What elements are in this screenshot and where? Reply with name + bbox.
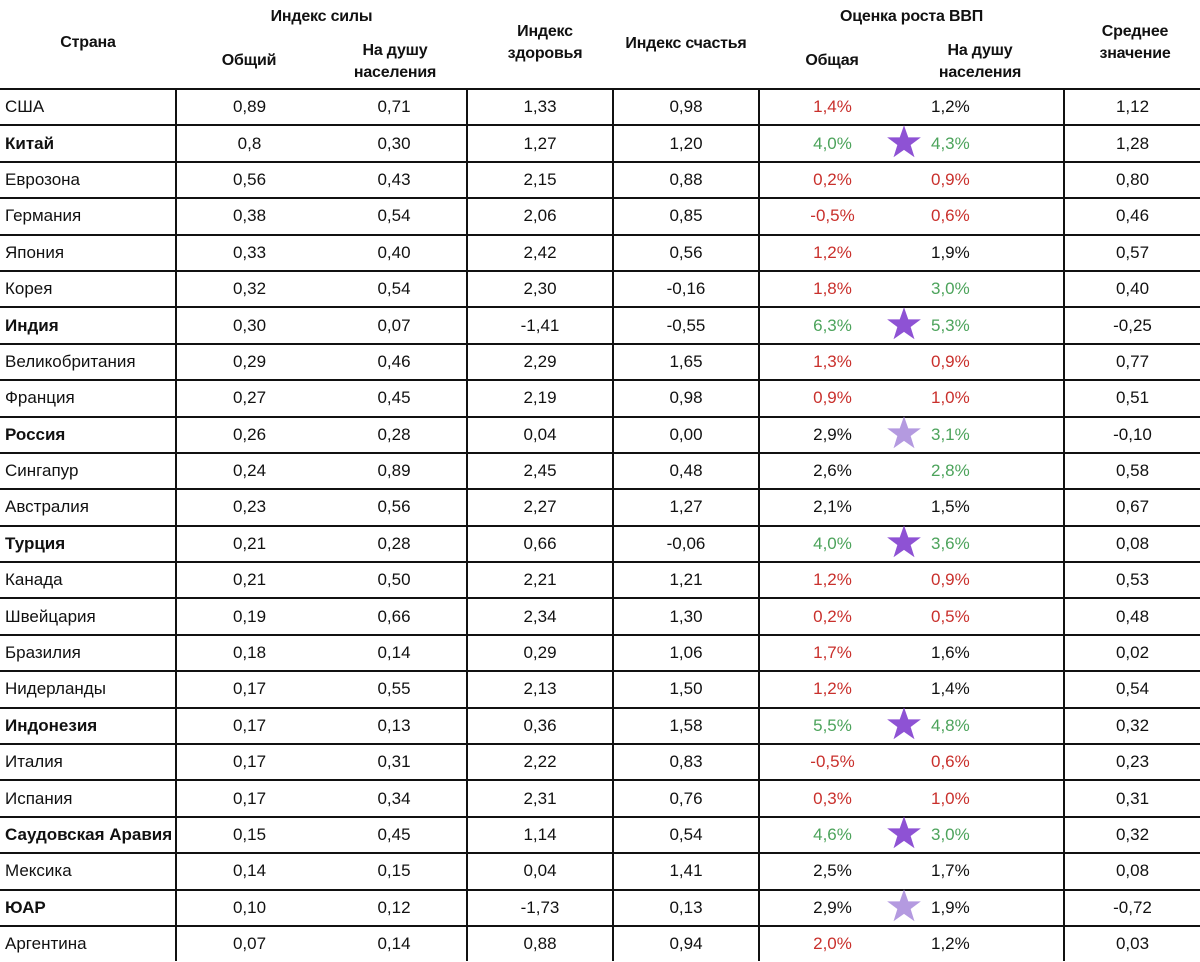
average-cell: 0,48 (1064, 598, 1200, 634)
header-power-index: Индекс силы (270, 8, 373, 25)
country-name: Швейцария (0, 598, 176, 634)
gdp-total-value: 1,7% (813, 643, 852, 663)
health-index-cell: 2,34 (467, 598, 613, 634)
gdp-per-capita-cell: 0,9% (905, 344, 1064, 380)
table-row (0, 453, 1200, 489)
gdp-per-capita-cell: 1,7% (905, 853, 1064, 889)
happiness-index-cell: 1,30 (613, 598, 759, 634)
table-row (0, 598, 1200, 634)
happiness-index-cell: 0,94 (613, 926, 759, 961)
power-per-capita-cell: 0,54 (322, 198, 467, 234)
gdp-total-cell (759, 489, 905, 525)
gdp-total-value: 1,2% (813, 242, 852, 262)
gdp-total-value: 2,9% (813, 897, 852, 917)
gdp-total-cell (759, 380, 905, 416)
country-name: Испания (0, 780, 176, 816)
average-cell: 0,03 (1064, 926, 1200, 961)
gdp-per-capita-cell: 1,2% (905, 89, 1064, 125)
gdp-per-capita-cell: 0,6% (905, 198, 1064, 234)
average-cell: 0,54 (1064, 671, 1200, 707)
header-health-index: Индекс здоровья (507, 23, 583, 62)
power-per-capita-cell: 0,34 (322, 780, 467, 816)
power-per-capita-cell: 0,71 (322, 89, 467, 125)
country-name: Германия (0, 198, 176, 234)
power-total-cell: 0,29 (176, 344, 322, 380)
power-total-cell: 0,07 (176, 926, 322, 961)
happiness-index-cell: 1,20 (613, 125, 759, 161)
country-name: Еврозона (0, 162, 176, 198)
gdp-per-capita-cell: 1,2% (905, 926, 1064, 961)
header-power-per-capita: На душу населения (353, 42, 437, 81)
average-cell: 0,08 (1064, 853, 1200, 889)
power-total-cell: 0,89 (176, 89, 322, 125)
gdp-total-value: 4,0% (813, 533, 852, 553)
power-per-capita-cell: 0,13 (322, 708, 467, 744)
gdp-per-capita-cell: 1,4% (905, 671, 1064, 707)
happiness-index-cell: 0,85 (613, 198, 759, 234)
gdp-total-value: 0,3% (813, 788, 852, 808)
happiness-index-cell: -0,16 (613, 271, 759, 307)
gdp-per-capita-cell: 0,9% (905, 562, 1064, 598)
gdp-total-cell (759, 271, 905, 307)
gdp-total-cell (759, 817, 905, 853)
gdp-total-cell (759, 417, 905, 453)
table-row (0, 890, 1200, 926)
happiness-index-cell: 0,56 (613, 235, 759, 271)
header-happiness-index: Индекс счастья (625, 35, 747, 52)
health-index-cell: 2,27 (467, 489, 613, 525)
power-per-capita-cell: 0,40 (322, 235, 467, 271)
power-per-capita-cell: 0,28 (322, 526, 467, 562)
health-index-cell: 2,21 (467, 562, 613, 598)
average-cell: 0,46 (1064, 198, 1200, 234)
country-name: Индонезия (0, 708, 176, 744)
happiness-index-cell: 0,98 (613, 89, 759, 125)
gdp-total-value: 1,4% (813, 97, 852, 117)
country-name: Австралия (0, 489, 176, 525)
gdp-total-cell (759, 671, 905, 707)
gdp-total-cell (759, 598, 905, 634)
power-per-capita-cell: 0,15 (322, 853, 467, 889)
gdp-total-cell (759, 235, 905, 271)
gdp-total-value: 2,5% (813, 861, 852, 881)
happiness-index-cell: 0,13 (613, 890, 759, 926)
country-name: Италия (0, 744, 176, 780)
health-index-cell: 2,42 (467, 235, 613, 271)
power-total-cell: 0,14 (176, 853, 322, 889)
health-index-cell: -1,41 (467, 307, 613, 343)
table-row (0, 926, 1200, 961)
happiness-index-cell: 1,41 (613, 853, 759, 889)
country-name: Япония (0, 235, 176, 271)
health-index-cell: -1,73 (467, 890, 613, 926)
average-cell: 1,28 (1064, 125, 1200, 161)
health-index-cell: 2,30 (467, 271, 613, 307)
country-name: Индия (0, 307, 176, 343)
happiness-index-cell: 1,58 (613, 708, 759, 744)
country-name: Турция (0, 526, 176, 562)
gdp-total-value: 4,6% (813, 825, 852, 844)
gdp-per-capita-cell: 4,8% (905, 708, 1064, 744)
happiness-index-cell: 1,21 (613, 562, 759, 598)
gdp-total-cell (759, 635, 905, 671)
power-total-cell: 0,17 (176, 744, 322, 780)
country-name: Россия (0, 417, 176, 453)
gdp-total-value: 1,2% (813, 679, 852, 699)
table-row (0, 162, 1200, 198)
power-per-capita-cell: 0,14 (322, 926, 467, 961)
average-cell: -0,25 (1064, 307, 1200, 343)
gdp-per-capita-cell: 0,9% (905, 162, 1064, 198)
health-index-cell: 0,66 (467, 526, 613, 562)
gdp-per-capita-cell: 3,6% (905, 526, 1064, 562)
header-gdp-total: Общая (805, 52, 859, 69)
power-per-capita-cell: 0,43 (322, 162, 467, 198)
gdp-total-value: 2,9% (813, 424, 852, 444)
gdp-total-cell (759, 708, 905, 744)
table-row (0, 526, 1200, 562)
health-index-cell: 0,36 (467, 708, 613, 744)
power-per-capita-cell: 0,45 (322, 817, 467, 853)
happiness-index-cell: 0,00 (613, 417, 759, 453)
table-header (0, 0, 1200, 88)
power-per-capita-cell: 0,56 (322, 489, 467, 525)
gdp-total-cell (759, 162, 905, 198)
gdp-total-value: 1,3% (813, 351, 852, 371)
power-total-cell: 0,24 (176, 453, 322, 489)
gdp-per-capita-cell: 1,0% (905, 780, 1064, 816)
gdp-per-capita-cell: 3,0% (905, 817, 1064, 853)
happiness-index-cell: -0,55 (613, 307, 759, 343)
power-total-cell: 0,17 (176, 708, 322, 744)
gdp-total-value: 2,0% (813, 934, 852, 954)
gdp-total-value: 4,0% (813, 133, 852, 153)
country-name: Китай (0, 125, 176, 161)
table-row (0, 235, 1200, 271)
table-row (0, 562, 1200, 598)
table-row (0, 344, 1200, 380)
country-name: Бразилия (0, 635, 176, 671)
header-average: Среднее значение (1099, 23, 1171, 62)
power-per-capita-cell: 0,28 (322, 417, 467, 453)
health-index-cell: 2,15 (467, 162, 613, 198)
table-row (0, 417, 1200, 453)
power-per-capita-cell: 0,30 (322, 125, 467, 161)
gdp-total-value: -0,5% (810, 206, 855, 226)
power-total-cell: 0,56 (176, 162, 322, 198)
gdp-total-cell (759, 125, 905, 161)
happiness-index-cell: 1,65 (613, 344, 759, 380)
power-per-capita-cell: 0,46 (322, 344, 467, 380)
table-row (0, 198, 1200, 234)
gdp-per-capita-cell: 0,6% (905, 744, 1064, 780)
country-name: Саудовская Аравия (0, 817, 176, 853)
gdp-total-cell (759, 744, 905, 780)
health-index-cell: 2,29 (467, 344, 613, 380)
country-name: Корея (0, 271, 176, 307)
power-total-cell: 0,27 (176, 380, 322, 416)
header-country: Страна (60, 34, 116, 51)
average-cell: 0,31 (1064, 780, 1200, 816)
gdp-per-capita-cell: 1,6% (905, 635, 1064, 671)
gdp-per-capita-cell: 0,5% (905, 598, 1064, 634)
average-cell: 0,23 (1064, 744, 1200, 780)
gdp-per-capita-cell: 1,5% (905, 489, 1064, 525)
power-total-cell: 0,10 (176, 890, 322, 926)
average-cell: 1,12 (1064, 89, 1200, 125)
header-gdp-per-capita: На душу населения (938, 42, 1022, 81)
gdp-total-cell (759, 307, 905, 343)
health-index-cell: 2,06 (467, 198, 613, 234)
header-power-total: Общий (221, 52, 277, 69)
country-name: Нидерланды (0, 671, 176, 707)
gdp-total-cell (759, 344, 905, 380)
average-cell: 0,40 (1064, 271, 1200, 307)
table-row (0, 744, 1200, 780)
health-index-cell: 1,14 (467, 817, 613, 853)
gdp-total-cell (759, 198, 905, 234)
table-row (0, 635, 1200, 671)
country-name: Мексика (0, 853, 176, 889)
gdp-per-capita-cell: 3,1% (905, 417, 1064, 453)
power-total-cell: 0,21 (176, 562, 322, 598)
power-per-capita-cell: 0,54 (322, 271, 467, 307)
health-index-cell: 1,27 (467, 125, 613, 161)
power-total-cell: 0,32 (176, 271, 322, 307)
average-cell: 0,02 (1064, 635, 1200, 671)
gdp-per-capita-cell: 1,9% (905, 890, 1064, 926)
health-index-cell: 2,19 (467, 380, 613, 416)
average-cell: -0,72 (1064, 890, 1200, 926)
table-row (0, 780, 1200, 816)
countries-table (0, 88, 1200, 961)
average-cell: 0,77 (1064, 344, 1200, 380)
happiness-index-cell: 0,98 (613, 380, 759, 416)
average-cell: 0,67 (1064, 489, 1200, 525)
table-row (0, 307, 1200, 343)
power-total-cell: 0,30 (176, 307, 322, 343)
power-per-capita-cell: 0,50 (322, 562, 467, 598)
health-index-cell: 0,04 (467, 417, 613, 453)
average-cell: 0,08 (1064, 526, 1200, 562)
table-row (0, 89, 1200, 125)
gdp-total-value: 2,6% (813, 461, 852, 481)
gdp-per-capita-cell: 1,0% (905, 380, 1064, 416)
country-name: Франция (0, 380, 176, 416)
gdp-total-value: 0,2% (813, 606, 852, 626)
table-row (0, 817, 1200, 853)
gdp-per-capita-cell: 1,9% (905, 235, 1064, 271)
gdp-total-cell (759, 89, 905, 125)
power-per-capita-cell: 0,12 (322, 890, 467, 926)
country-name: Аргентина (0, 926, 176, 961)
country-name: США (0, 89, 176, 125)
gdp-total-cell (759, 926, 905, 961)
health-index-cell: 2,45 (467, 453, 613, 489)
power-total-cell: 0,17 (176, 780, 322, 816)
average-cell: -0,10 (1064, 417, 1200, 453)
gdp-per-capita-cell: 3,0% (905, 271, 1064, 307)
power-total-cell: 0,15 (176, 817, 322, 853)
health-index-cell: 2,22 (467, 744, 613, 780)
health-index-cell: 2,31 (467, 780, 613, 816)
country-name: Сингапур (0, 453, 176, 489)
table-row (0, 671, 1200, 707)
power-per-capita-cell: 0,45 (322, 380, 467, 416)
health-index-cell: 0,04 (467, 853, 613, 889)
header-gdp-growth: Оценка роста ВВП (839, 8, 984, 25)
country-name: Великобритания (0, 344, 176, 380)
happiness-index-cell: 0,54 (613, 817, 759, 853)
health-index-cell: 1,33 (467, 89, 613, 125)
gdp-total-cell (759, 526, 905, 562)
power-total-cell: 0,19 (176, 598, 322, 634)
power-total-cell: 0,26 (176, 417, 322, 453)
power-total-cell: 0,38 (176, 198, 322, 234)
average-cell: 0,51 (1064, 380, 1200, 416)
power-total-cell: 0,18 (176, 635, 322, 671)
power-per-capita-cell: 0,14 (322, 635, 467, 671)
table-row (0, 489, 1200, 525)
gdp-total-value: 0,2% (813, 169, 852, 189)
average-cell: 0,53 (1064, 562, 1200, 598)
happiness-index-cell: 1,50 (613, 671, 759, 707)
power-total-cell: 0,23 (176, 489, 322, 525)
power-total-cell: 0,8 (176, 125, 322, 161)
happiness-index-cell: -0,06 (613, 526, 759, 562)
happiness-index-cell: 1,27 (613, 489, 759, 525)
gdp-total-value: 2,1% (813, 497, 852, 517)
gdp-total-cell (759, 453, 905, 489)
happiness-index-cell: 0,83 (613, 744, 759, 780)
gdp-total-cell (759, 562, 905, 598)
average-cell: 0,80 (1064, 162, 1200, 198)
happiness-index-cell: 0,76 (613, 780, 759, 816)
gdp-total-value: 0,9% (813, 388, 852, 408)
gdp-total-cell (759, 780, 905, 816)
gdp-total-cell (759, 853, 905, 889)
power-per-capita-cell: 0,07 (322, 307, 467, 343)
gdp-per-capita-cell: 2,8% (905, 453, 1064, 489)
table-row (0, 380, 1200, 416)
average-cell: 0,32 (1064, 817, 1200, 853)
table-row (0, 708, 1200, 744)
table-row (0, 271, 1200, 307)
gdp-per-capita-cell: 4,3% (905, 125, 1064, 161)
table-row (0, 853, 1200, 889)
average-cell: 0,32 (1064, 708, 1200, 744)
power-per-capita-cell: 0,66 (322, 598, 467, 634)
power-total-cell: 0,33 (176, 235, 322, 271)
average-cell: 0,58 (1064, 453, 1200, 489)
happiness-index-cell: 1,06 (613, 635, 759, 671)
gdp-total-cell (759, 890, 905, 926)
happiness-index-cell: 0,88 (613, 162, 759, 198)
power-per-capita-cell: 0,89 (322, 453, 467, 489)
country-name: Канада (0, 562, 176, 598)
power-total-cell: 0,17 (176, 671, 322, 707)
health-index-cell: 2,13 (467, 671, 613, 707)
happiness-index-cell: 0,48 (613, 453, 759, 489)
gdp-total-value: 5,5% (813, 715, 852, 735)
gdp-total-value: 6,3% (813, 315, 852, 335)
gdp-total-value: 1,2% (813, 570, 852, 590)
average-cell: 0,57 (1064, 235, 1200, 271)
health-index-cell: 0,88 (467, 926, 613, 961)
gdp-total-value: 1,8% (813, 279, 852, 299)
table-row (0, 125, 1200, 161)
gdp-per-capita-cell: 5,3% (905, 307, 1064, 343)
power-per-capita-cell: 0,31 (322, 744, 467, 780)
power-total-cell: 0,21 (176, 526, 322, 562)
country-name: ЮАР (0, 890, 176, 926)
power-per-capita-cell: 0,55 (322, 671, 467, 707)
health-index-cell: 0,29 (467, 635, 613, 671)
gdp-total-value: -0,5% (810, 752, 855, 772)
